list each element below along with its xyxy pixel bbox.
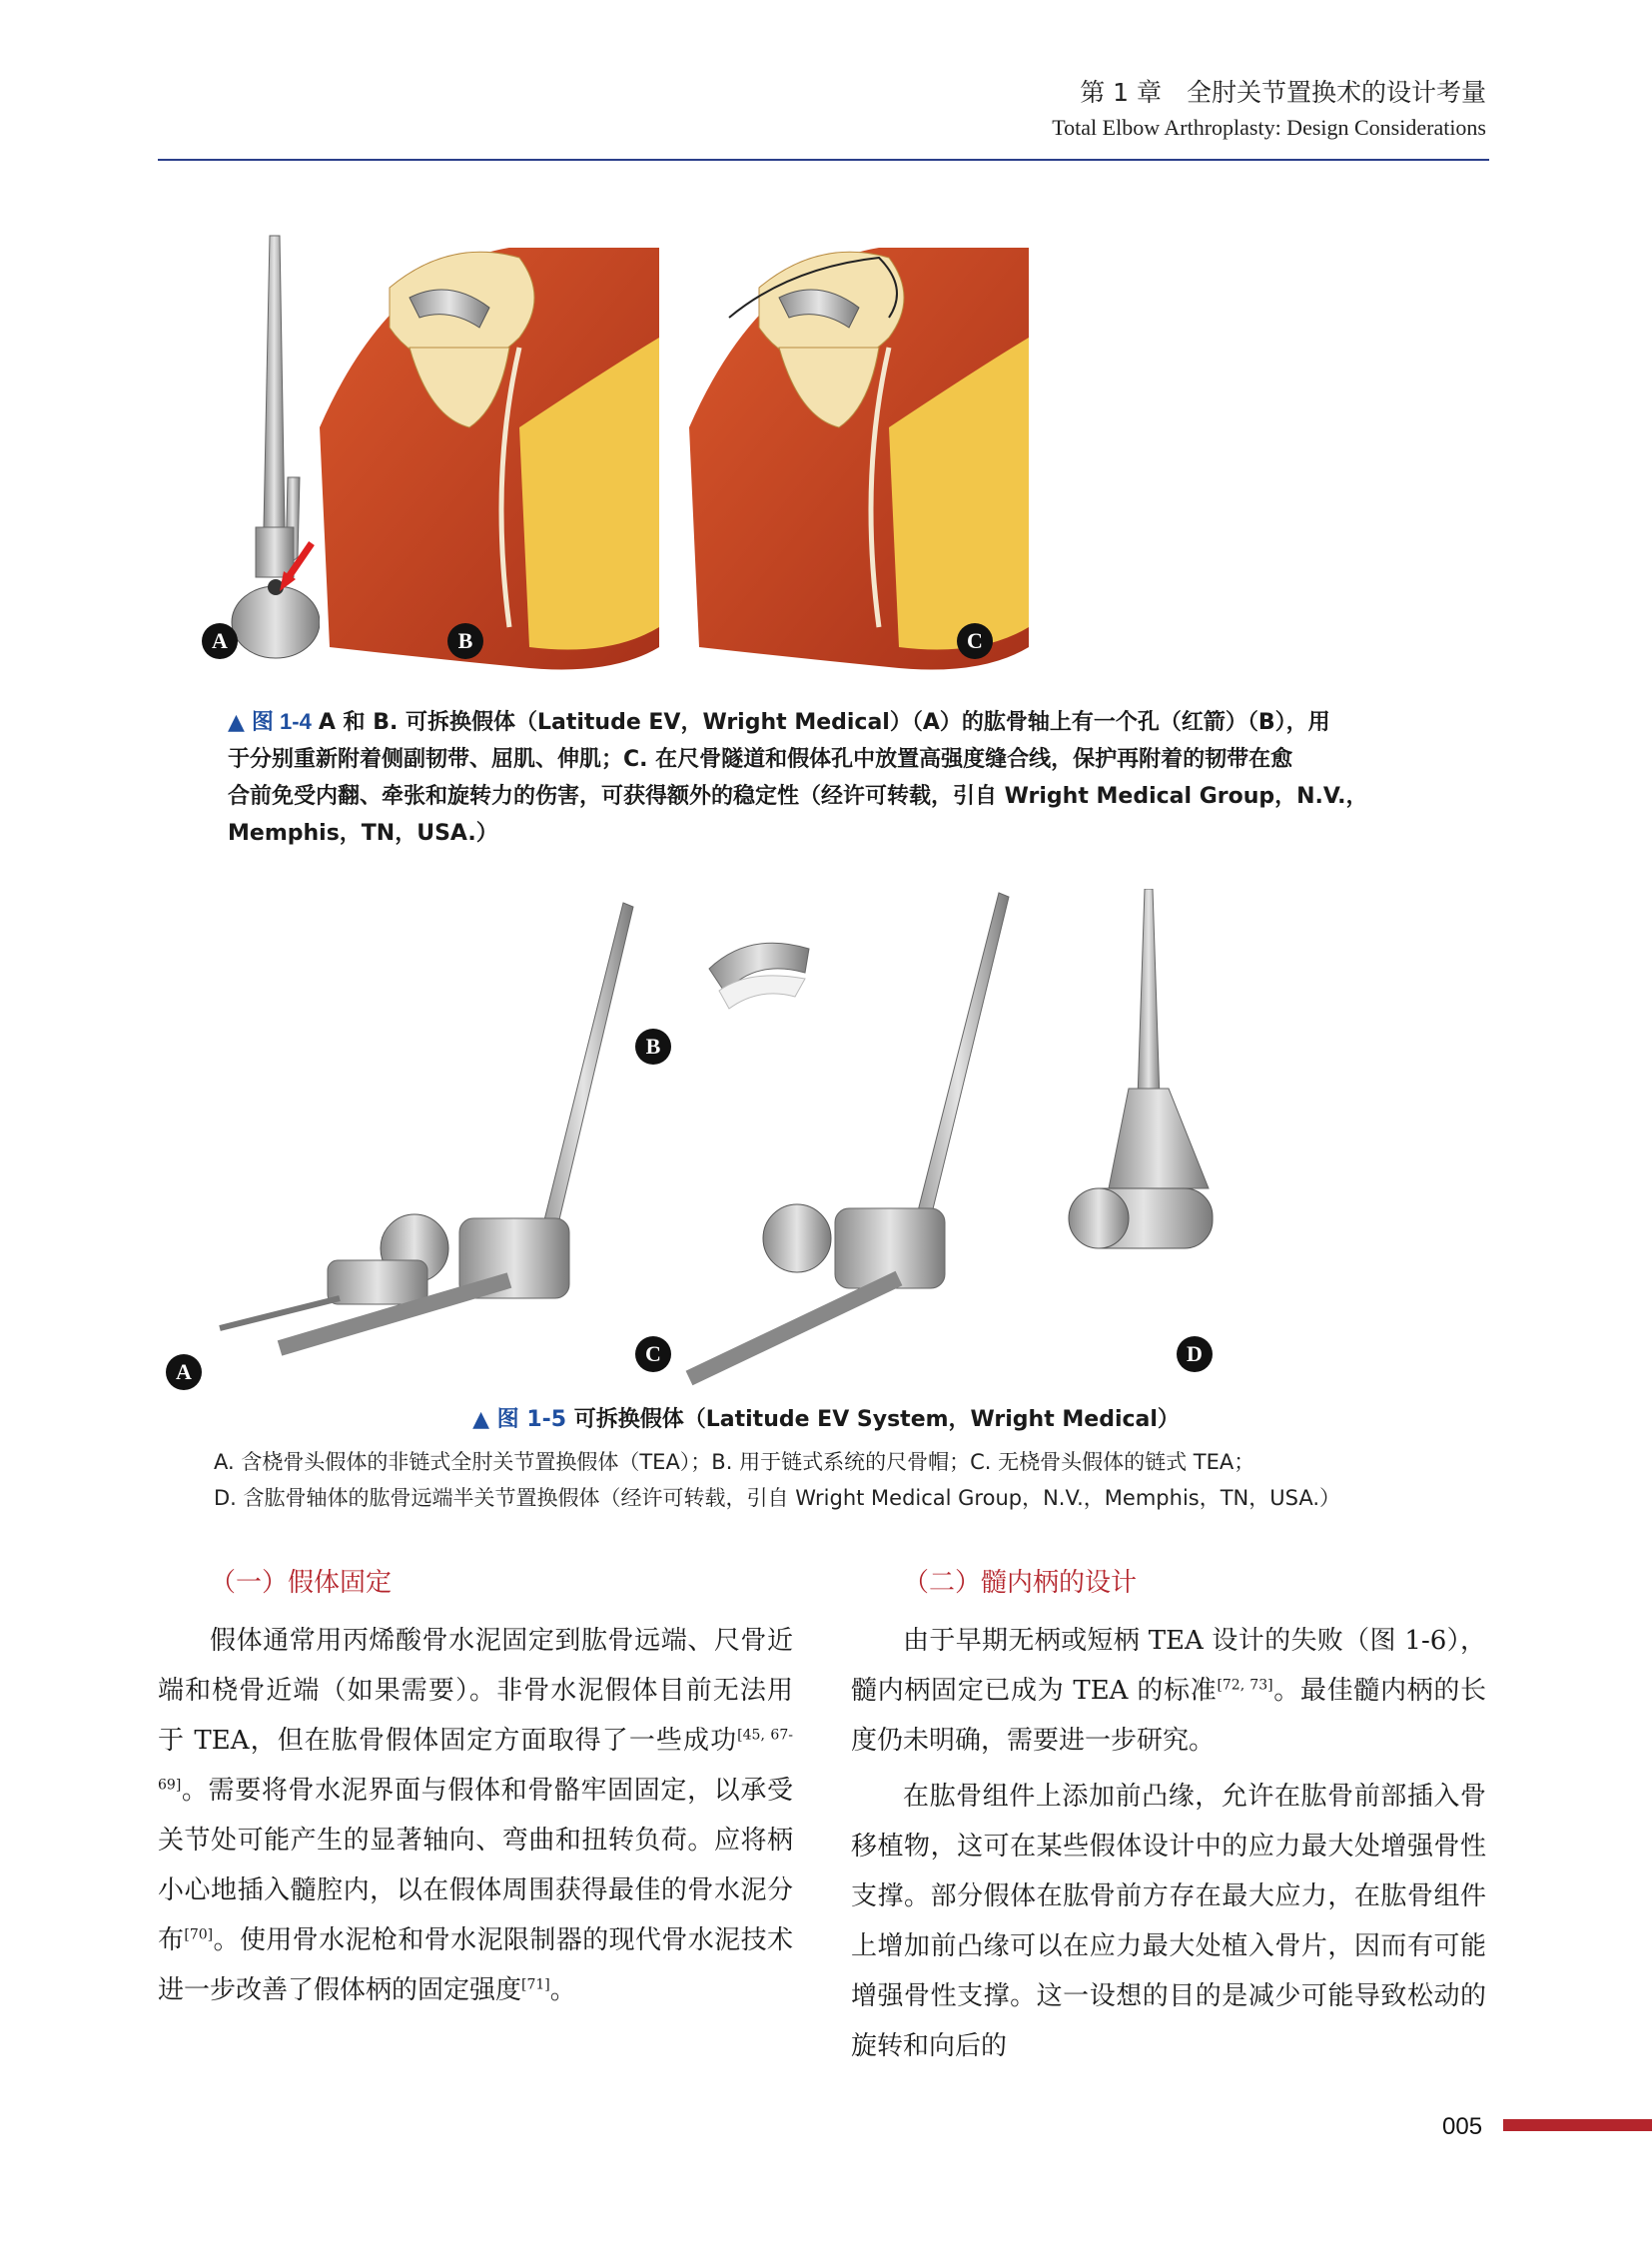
chapter-title-cn: 第 1 章 全肘关节置换术的设计考量	[1080, 78, 1486, 107]
fig2-label-c: C	[635, 1336, 671, 1372]
text-run: 。最佳髓内柄的长度仍未明确，需要进一步研究。	[851, 1676, 1486, 1756]
header-rule	[158, 159, 1489, 161]
caption-text: 合前免受内翻、牵张和旋转力的伤害，可获得额外的稳定性（经许可转载，引自 Wright Medical Group，N.V.，	[228, 784, 1368, 809]
figure-number: 图 1-5	[496, 1407, 567, 1432]
panel-b-implant	[709, 943, 809, 1009]
caption-text: 于分别重新附着侧副韧带、屈肌、伸肌；C. 在尺骨隧道和假体孔中放置高强度缝合线，保护再附着的韧带在愈	[228, 747, 1293, 772]
figure-1-4-caption	[228, 703, 1436, 852]
section-title-stem-design: （二）髓内柄的设计	[903, 1568, 1138, 1598]
fig1-label-b: B	[447, 623, 483, 659]
panel-b-illustration	[320, 228, 659, 677]
body-paragraph	[851, 1616, 1486, 1766]
fig1-label-c: C	[957, 623, 993, 659]
left-column	[158, 1564, 793, 2015]
body-paragraph	[158, 1616, 793, 2015]
panel-d-implant	[1069, 889, 1213, 1248]
caption-text: A 和 B. 可拆换假体（Latitude EV，Wright Medical）（A）的肱骨轴上有一个孔（红箭）（B），用	[318, 710, 1330, 735]
running-header	[160, 76, 1486, 142]
caption-text: Memphis，TN，USA.）	[228, 821, 498, 846]
caption-line	[228, 703, 1436, 741]
figure-1-5-caption-title	[0, 1403, 1652, 1437]
caption-line	[228, 741, 1436, 778]
body-paragraph: 在肱骨组件上添加前凸缘，允许在肱骨前部插入骨移植物，这可在某些假体设计中的应力最大处增强骨性支撑。部分假体在肱骨前方存在最大应力，在肱骨组件上增加前凸缘可以在应力最大处植入骨片，因而有可能增强骨性支撑。这一设想的目的是减少可能导致松动的旋转和向后的	[851, 1782, 1486, 2061]
text-run: 。使用骨水泥枪和骨水泥限制器的现代骨水泥技术进一步改善了假体柄的固定强度	[158, 1925, 793, 2005]
fig2-label-b: B	[635, 1029, 671, 1065]
caption-line	[228, 778, 1436, 815]
figure-1-5	[176, 889, 1448, 1398]
citation: [72, 73]	[1217, 1677, 1273, 1694]
figure-1-5-illustration	[210, 889, 1448, 1398]
citation: [70]	[184, 1926, 214, 1943]
fig1-label-a: A	[202, 623, 238, 659]
figure-1-4-illustration	[190, 228, 1468, 677]
citation: [71]	[521, 1976, 550, 1993]
figure-number: 图 1-4	[251, 709, 312, 734]
panel-a-implant	[232, 236, 320, 658]
text-run: 假体通常用丙烯酸骨水泥固定到肱骨远端、尺骨近端和桡骨近端（如果需要）。非骨水泥假体目前无法用于 TEA，但在肱骨假体固定方面取得了一些成功	[158, 1626, 793, 1756]
fig2-label-a: A	[166, 1354, 202, 1390]
text-run: 。需要将骨水泥界面与假体和骨骼牢固固定，以承受关节处可能产生的显著轴向、弯曲和扭转负荷。应将柄小心地插入髓腔内，以在假体周围获得最佳的骨水泥分布	[158, 1776, 793, 1955]
section-title-fixation: （一）假体固定	[210, 1568, 393, 1598]
page-number-bar	[1503, 2119, 1652, 2131]
panel-a-implant	[220, 903, 633, 1348]
caption-line	[228, 815, 1436, 852]
page-number: 005	[1442, 2113, 1483, 2140]
figure-1-5-caption-body	[214, 1444, 1452, 1516]
text-run: 。	[549, 1975, 576, 2005]
right-column	[851, 1564, 1486, 2071]
chapter-title-en: Total Elbow Arthroplasty: Design Considerations	[1052, 115, 1486, 140]
caption-line: A. 含桡骨头假体的非链式全肘关节置换假体（TEA）；B. 用于链式系统的尺骨帽；C. 无桡骨头假体的链式 TEA；	[214, 1450, 1255, 1474]
citation: [45, 67-69]	[158, 1727, 793, 1794]
panel-c-illustration	[689, 248, 1029, 670]
figure-1-4	[190, 228, 1468, 677]
caption-line: D. 含肱骨轴体的肱骨远端半关节置换假体（经许可转载，引自 Wright Medical Group，N.V.，Memphis，TN，USA.）	[214, 1486, 1341, 1510]
caption-marker: ▲	[472, 1407, 489, 1432]
text-run: 由于早期无柄或短柄 TEA 设计的失败（图 1-6），髓内柄固定已成为 TEA 的标准	[851, 1626, 1486, 1706]
caption-title-text: 可拆换假体（Latitude EV System，Wright Medical）	[573, 1407, 1180, 1432]
caption-marker: ▲	[228, 710, 245, 735]
fig2-label-d: D	[1177, 1336, 1213, 1372]
